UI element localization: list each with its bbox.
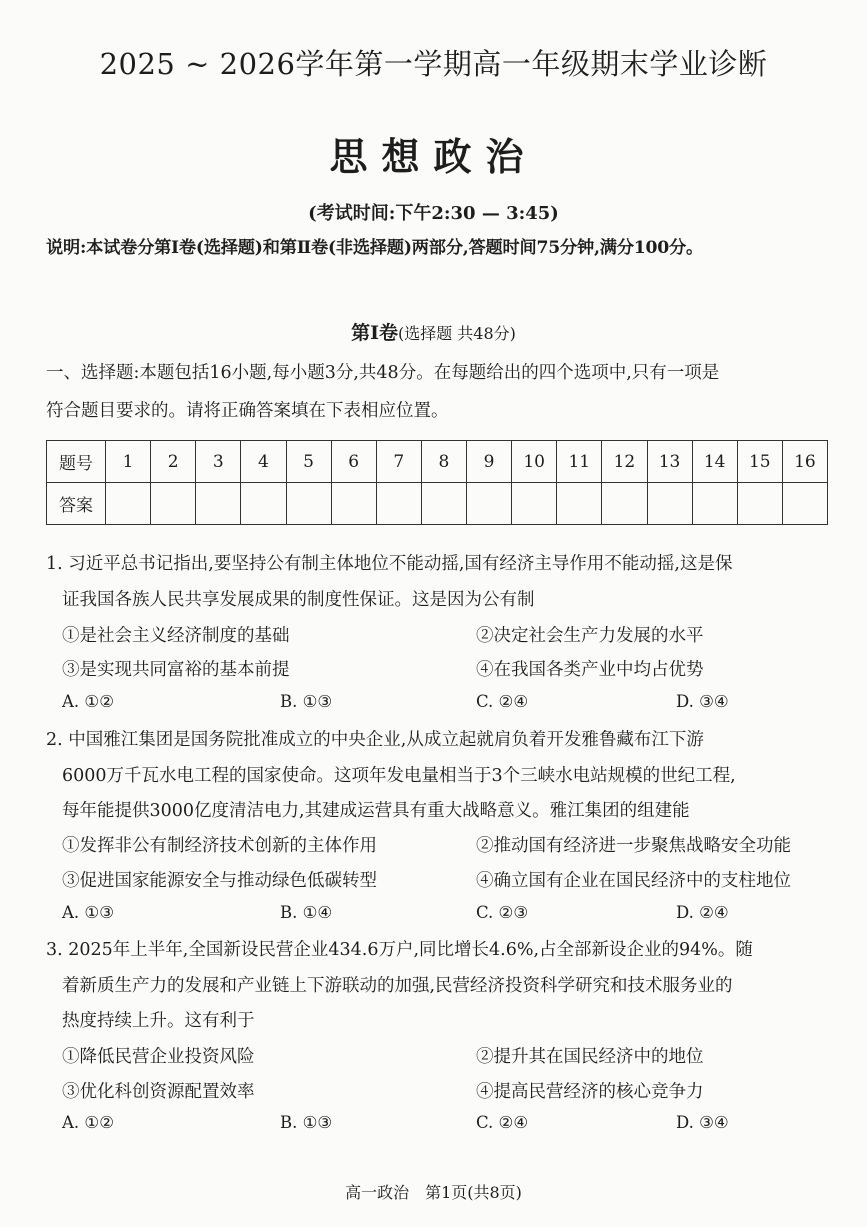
question-2-option-c[interactable]: C. ②③ [476,903,529,922]
question-1-item-2: ②决定社会生产力发展的水平 [476,626,704,646]
answer-cell[interactable] [151,483,196,525]
table-number-cell: 4 [241,441,286,483]
question-2-option-b[interactable]: B. ①④ [280,903,333,922]
table-number-cell: 5 [286,441,331,483]
question-1-option-a[interactable]: A. ①② [62,692,114,711]
table-number-cell: 10 [512,441,557,483]
question-1-option-d[interactable]: D. ③④ [676,692,729,711]
table-number-cell: 1 [106,441,151,483]
table-number-cell: 2 [151,441,196,483]
exam-time: (考试时间:下午2:30 — 3:45) [308,203,559,224]
question-1-item-1: ①是社会主义经济制度的基础 [62,626,290,646]
question-2-item-3: ③促进国家能源安全与推动绿色低碳转型 [62,871,377,891]
question-2-line-1: 2. 中国雅江集团是国务院批准成立的中央企业,从成立起就肩负着开发雅鲁藏布江下游 [46,730,704,750]
table-number-cell: 8 [421,441,466,483]
question-1-line-1: 1. 习近平总书记指出,要坚持公有制主体地位不能动摇,国有经济主导作用不能动摇,这是保 [46,554,733,574]
answer-cell[interactable] [196,483,241,525]
section-instructions-line-2: 符合题目要求的。请将正确答案填在下表相应位置。 [46,401,449,421]
table-number-cell: 9 [467,441,512,483]
answer-cell[interactable] [782,483,827,525]
question-2-option-d[interactable]: D. ②④ [676,903,729,922]
question-3-line-3: 热度持续上升。这有利于 [62,1011,255,1031]
table-header-number: 题号 [47,441,106,483]
table-number-cell: 6 [331,441,376,483]
answer-cell[interactable] [692,483,737,525]
question-1-option-b[interactable]: B. ①③ [280,692,333,711]
question-1-line-2: 证我国各族人民共享发展成果的制度性保证。这是因为公有制 [62,590,535,610]
question-1-item-4: ④在我国各类产业中均占优势 [476,660,704,680]
question-2-option-a[interactable]: A. ①③ [62,903,114,922]
table-header-answer: 答案 [47,483,106,525]
question-2-line-3: 每年能提供3000亿度清洁电力,其建成运营具有重大战略意义。雅江集团的组建能 [62,801,690,821]
table-number-cell: 3 [196,441,241,483]
question-2-item-4: ④确立国有企业在国民经济中的支柱地位 [476,871,791,891]
table-number-cell: 11 [557,441,602,483]
answer-table-answer-row [47,483,828,525]
answer-cell[interactable] [241,483,286,525]
question-3-line-1: 3. 2025年上半年,全国新设民营企业434.6万户,同比增长4.6%,占全部新设企业的94%。随 [46,940,753,960]
answer-cell[interactable] [421,483,466,525]
question-3-line-2: 着新质生产力的发展和产业链上下游联动的加强,民营经济投资科学研究和技术服务业的 [62,976,733,996]
question-3-option-c[interactable]: C. ②④ [476,1113,529,1132]
instructions: 说明:本试卷分第Ⅰ卷(选择题)和第Ⅱ卷(非选择题)两部分,答题时间75分钟,满分100分。 [46,238,703,258]
answer-cell[interactable] [602,483,647,525]
answer-table [46,440,828,525]
answer-table-number-row [47,441,828,483]
question-1-option-c[interactable]: C. ②④ [476,692,529,711]
table-number-cell: 12 [602,441,647,483]
answer-cell[interactable] [737,483,782,525]
answer-cell[interactable] [647,483,692,525]
question-3-item-1: ①降低民营企业投资风险 [62,1047,255,1067]
answer-cell[interactable] [106,483,151,525]
part-title-note: (选择题 共48分) [397,324,516,343]
exam-title: 2025 ~ 2026学年第一学期高一年级期末学业诊断 [99,47,768,81]
answer-cell[interactable] [376,483,421,525]
question-3-option-d[interactable]: D. ③④ [676,1113,729,1132]
table-number-cell: 7 [376,441,421,483]
question-3-item-3: ③优化科创资源配置效率 [62,1082,255,1102]
question-2-item-1: ①发挥非公有制经济技术创新的主体作用 [62,836,377,856]
part-title [0,318,867,345]
question-2-line-2: 6000万千瓦水电工程的国家使命。这项年发电量相当于3个三峡水电站规模的世纪工程, [62,766,736,786]
answer-cell[interactable] [331,483,376,525]
question-1-item-3: ③是实现共同富裕的基本前提 [62,660,290,680]
answer-cell[interactable] [286,483,331,525]
question-3-option-a[interactable]: A. ①② [62,1113,114,1132]
table-number-cell: 16 [782,441,827,483]
part-title-label: 第Ⅰ卷 [351,322,398,344]
section-instructions-line-1: 一、选择题:本题包括16小题,每小题3分,共48分。在每题给出的四个选项中,只有一项是 [46,363,720,383]
subject-title: 思想政治 [329,134,538,179]
table-number-cell: 13 [647,441,692,483]
question-3-option-b[interactable]: B. ①③ [280,1113,333,1132]
answer-cell[interactable] [512,483,557,525]
question-3-item-2: ②提升其在国民经济中的地位 [476,1047,704,1067]
answer-cell[interactable] [467,483,512,525]
question-3-item-4: ④提高民营经济的核心竞争力 [476,1082,704,1102]
answer-cell[interactable] [557,483,602,525]
table-number-cell: 15 [737,441,782,483]
question-2-item-2: ②推动国有经济进一步聚焦战略安全功能 [476,836,791,856]
table-number-cell: 14 [692,441,737,483]
page-footer: 高一政治 第1页(共8页) [345,1183,522,1202]
